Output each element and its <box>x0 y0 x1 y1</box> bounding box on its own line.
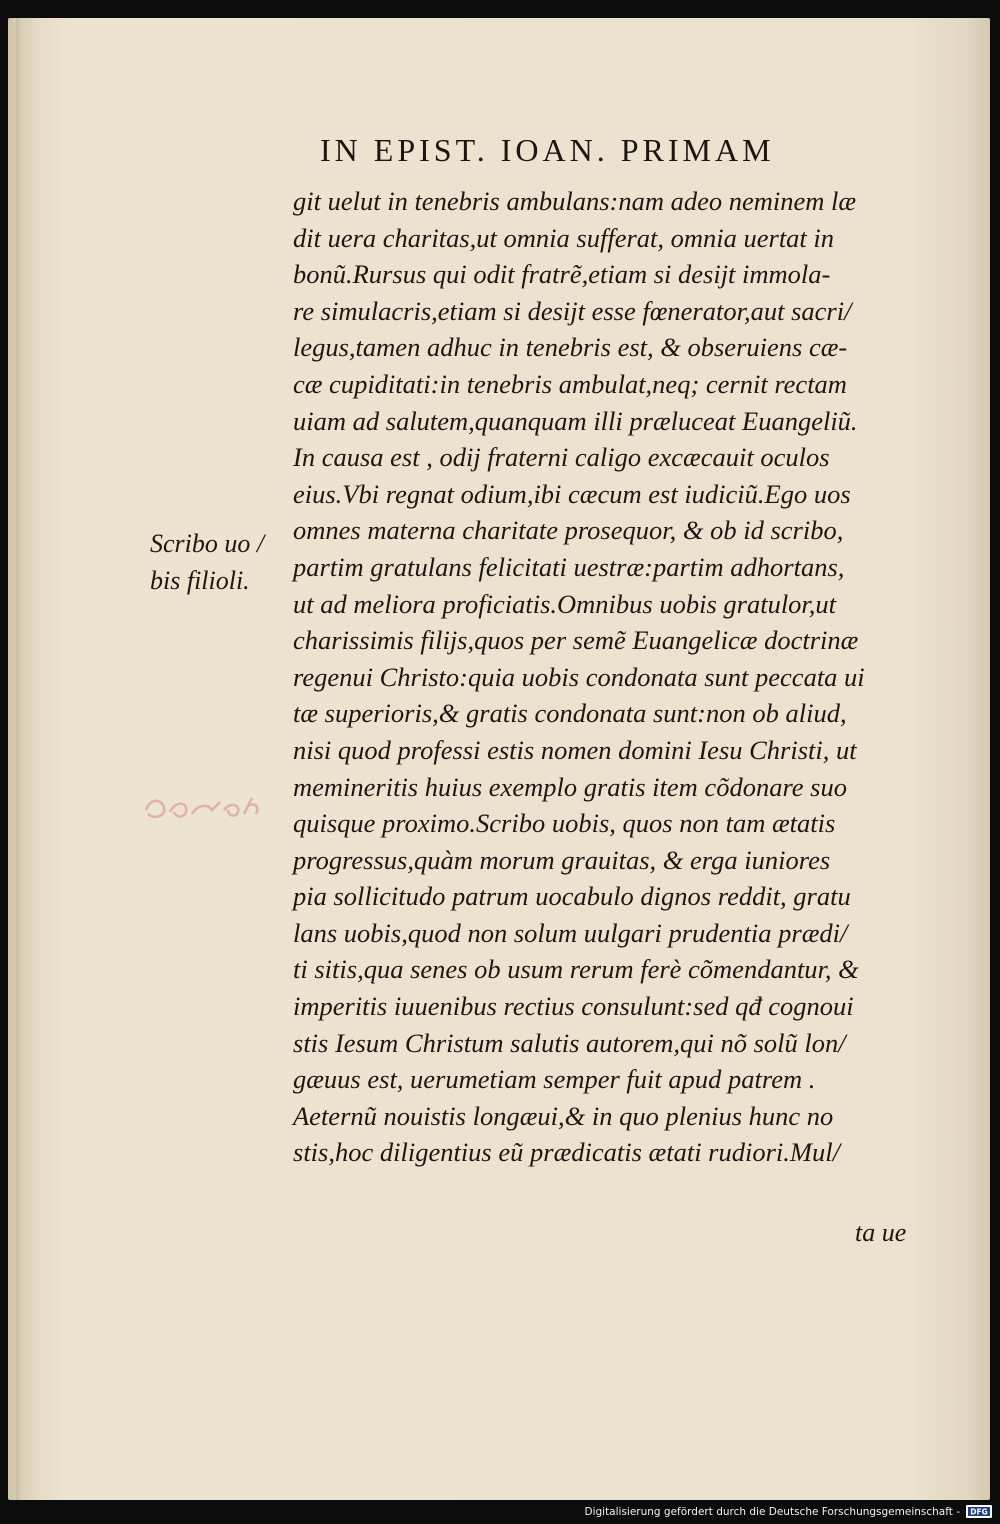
text-line: pia sollicitudo patrum uocabulo dignos reddit, gratu <box>293 881 851 912</box>
text-line: ut ad meliora proficiatis.Omnibus uobis gratulor,ut <box>293 588 837 619</box>
text-line: In causa est , odij fraterni caligo excæcauit oculos <box>293 442 830 473</box>
catchword: ta ue <box>855 1218 907 1247</box>
text-line: git uelut in tenebris ambulans:nam adeo neminem læ <box>293 186 857 216</box>
text-line: charissimis filijs,quos per semẽ Euangelicæ doctrinæ <box>293 625 859 656</box>
text-line: omnes materna charitate prosequor, & ob id scribo, <box>293 515 844 546</box>
text-line: Aeternũ nouistis longæui,& in quo plenius hunc no <box>293 1100 834 1131</box>
text-line: gæuus est, uerumetiam semper fuit apud patrem . <box>293 1064 816 1095</box>
text-line: dit uera charitas,ut omnia sufferat, omnia uertat in <box>293 222 835 253</box>
text-line: lans uobis,quod non solum uulgari prudentia prædi/ <box>293 917 848 948</box>
marginal-note-line: bis filioli. <box>150 565 250 595</box>
faded-stamp-mark <box>140 780 290 830</box>
text-line: progressus,quàm morum grauitas, & erga iuniores <box>293 844 831 875</box>
text-line: stis Iesum Christum salutis autorem,qui nõ solũ lon/ <box>293 1027 846 1058</box>
text-line: memineritis huius exemplo gratis item cõdonare suo <box>293 771 847 802</box>
marginal-note-line: Scribo uo / <box>150 529 265 558</box>
dfg-logo-text: DFG <box>970 1507 988 1517</box>
text-line: legus,tamen adhuc in tenebris est, & obseruiens cæ- <box>293 332 848 363</box>
text-line: tæ superioris,& gratis condonata sunt:non ob aliud, <box>293 698 847 729</box>
text-line: eius.Vbi regnat odium,ibi cæcum est iudiciũ.Ego uos <box>293 478 851 509</box>
text-line: uiam ad salutem,quanquam illi præluceat Euangeliũ. <box>293 405 858 436</box>
text-line: quisque proximo.Scribo uobis, quos non tam ætatis <box>293 808 836 839</box>
marginal-note <box>150 526 264 599</box>
text-line: nisi quod professi estis nomen domini Iesu Christi, ut <box>293 734 857 765</box>
text-line: partim gratulans felicitati uestræ:partim adhortans, <box>293 551 845 582</box>
funding-credit: Digitalisierung gefördert durch die Deutsche Forschungsgemeinschaft - <box>584 1506 960 1518</box>
running-head: IN EPIST. IOAN. PRIMAM <box>320 132 775 168</box>
text-line: bonũ.Rursus qui odit fratrẽ,etiam si desijt immola- <box>293 259 831 290</box>
body-text <box>293 183 918 1171</box>
dfg-logo-icon <box>966 1505 992 1518</box>
text-line: cæ cupiditati:in tenebris ambulat,neq; cernit rectam <box>293 368 847 399</box>
text-line: regenui Christo:quia uobis condonata sunt peccata ui <box>293 661 865 692</box>
text-line: ti sitis,qua senes ob usum rerum ferè cõmendantur, & <box>293 954 859 985</box>
text-line: stis,hoc diligentius eũ prædicatis ætati rudiori.Mul/ <box>293 1137 840 1168</box>
text-line: re simulacris,etiam si desijt esse fœnerator,aut sacri/ <box>293 295 852 326</box>
text-line: imperitis iuuenibus rectius consulunt:sed qđ cognoui <box>293 991 854 1022</box>
